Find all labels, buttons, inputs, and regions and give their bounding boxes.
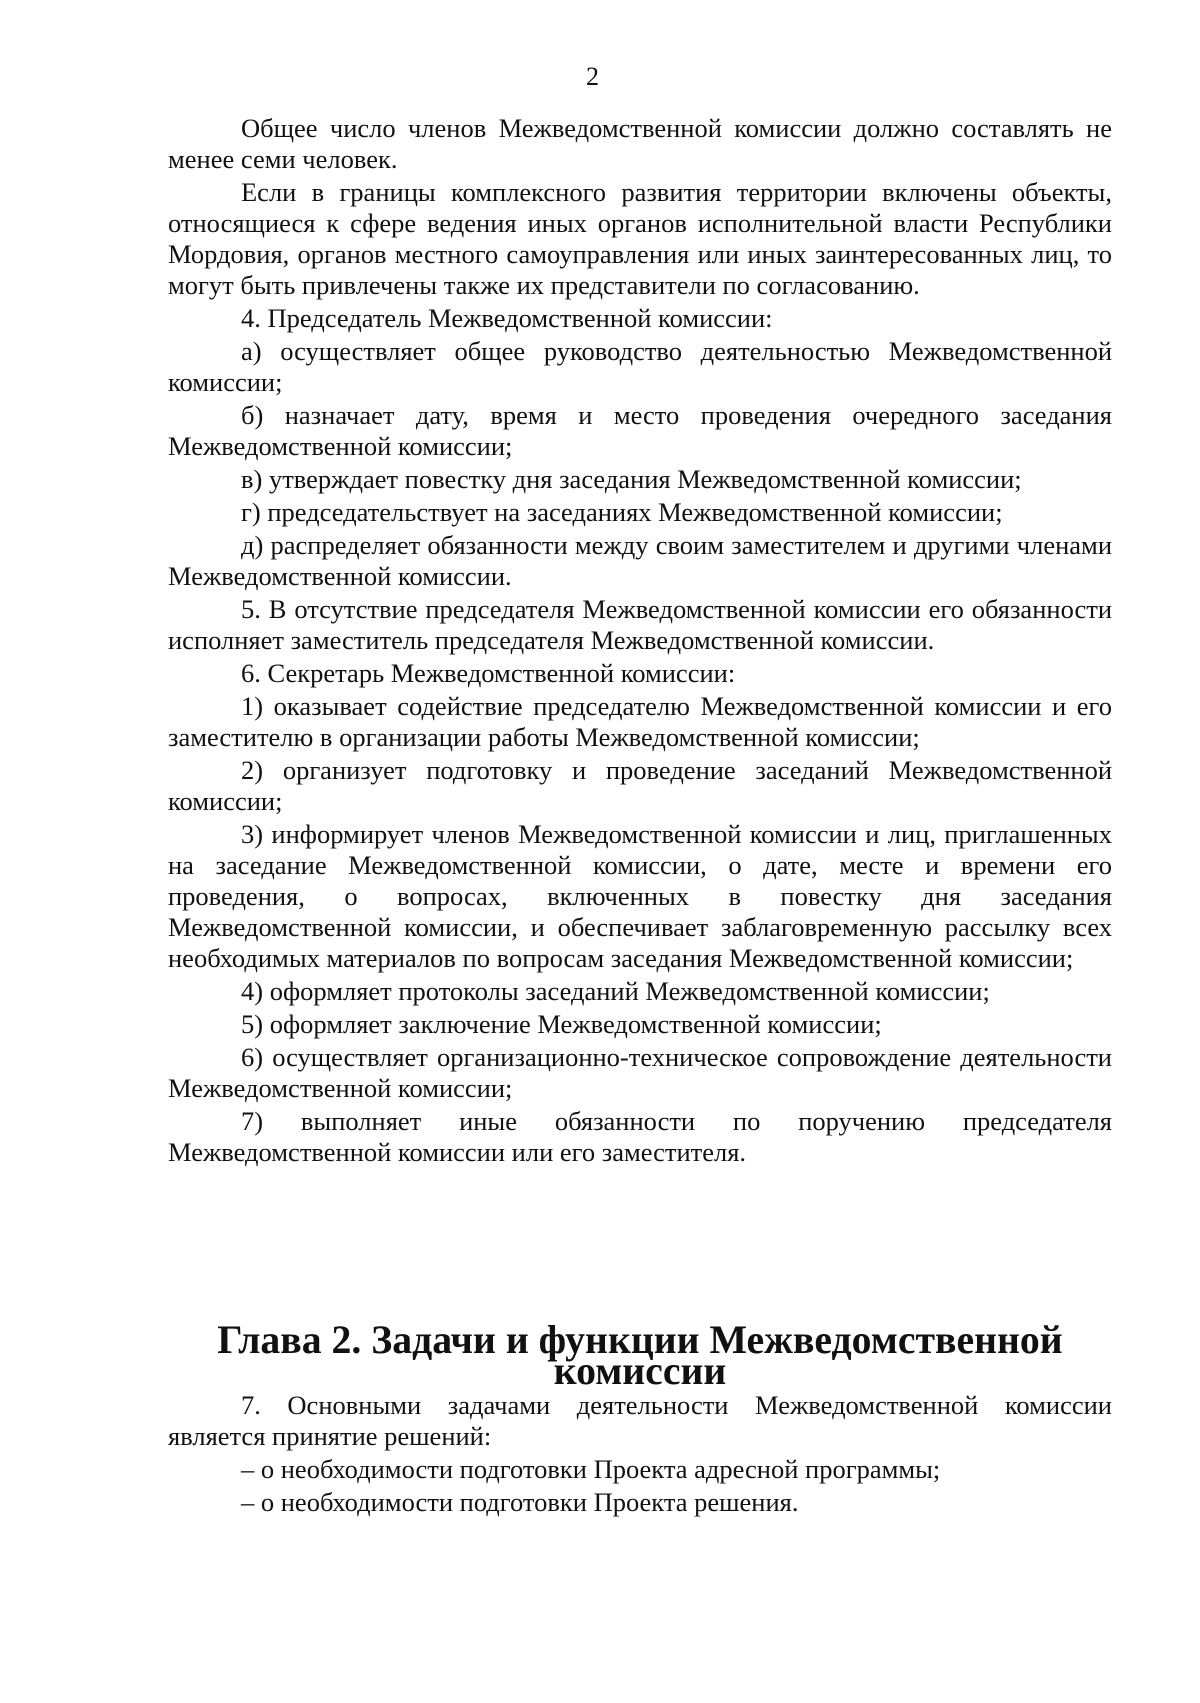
list-item-secretary-6: 6) осуществляет организационно-техническое сопровождение деятельности Межведомственной комиссии;	[168, 1042, 1112, 1103]
list-item-chairman-e: д) распределяет обязанности между своим заместителем и другими членами Межведомственной комиссии.	[168, 530, 1112, 591]
list-item-secretary-7: 7) выполняет иные обязанности по поручению председателя Межведомственной комиссии или его заместителя.	[168, 1106, 1112, 1167]
paragraph-tasks: 7. Основными задачами деятельности Межведомственной комиссии является принятие решений:	[168, 1390, 1112, 1451]
list-item-chairman-a: а) осуществляет общее руководство деятельностью Межведомственной комиссии;	[168, 336, 1112, 397]
paragraph-members-count: Общее число членов Межведомственной комиссии должно составлять не менее семи человек.	[168, 113, 1112, 174]
chapter-title: Глава 2. Задачи и функции Межведомственной комиссии	[217, 1318, 1063, 1393]
list-item-chairman-d: г) председательствует на заседаниях Межведомственной комиссии;	[241, 497, 1003, 527]
list-item-secretary-4: 4) оформляет протоколы заседаний Межведомственной комиссии;	[241, 976, 990, 1006]
list-item-secretary-2: 2) организует подготовку и проведение заседаний Межведомственной комиссии;	[168, 755, 1112, 816]
list-item-task-1: – о необходимости подготовки Проекта адресной программы;	[241, 1454, 941, 1484]
page-number: 2	[586, 62, 599, 91]
list-item-secretary-3: 3) информирует членов Межведомственной комиссии и лиц, приглашенных на заседание Межведомственной комиссии, о дате, месте и времени его проведения, о вопросах, включенных в повестку дня заседания Межведомственной комиссии, и обеспечивает заблаговременную рассылку всех необходимых материалов по вопросам заседания Межведомственной комиссии;	[168, 819, 1112, 973]
list-item-chairman-b: б) назначает дату, время и место проведения очередного заседания Межведомственной комиссии;	[168, 400, 1112, 461]
list-item-secretary-1: 1) оказывает содействие председателю Межведомственной комиссии и его заместителю в организации работы Межведомственной комиссии;	[168, 691, 1112, 752]
document-body-chapter-2	[168, 1390, 1112, 1520]
paragraph-deputy: 5. В отсутствие председателя Межведомственной комиссии его обязанности исполняет заместитель председателя Межведомственной комиссии.	[168, 594, 1112, 655]
list-item-chairman-c: в) утверждает повестку дня заседания Межведомственной комиссии;	[241, 464, 1022, 494]
paragraph-secretary-heading: 6. Секретарь Межведомственной комиссии:	[241, 658, 736, 688]
document-body	[168, 113, 1112, 1170]
paragraph-chairman-heading: 4. Председатель Межведомственной комиссии:	[241, 303, 773, 333]
list-item-secretary-5: 5) оформляет заключение Межведомственной комиссии;	[241, 1009, 882, 1039]
list-item-task-2: – о необходимости подготовки Проекта решения.	[241, 1487, 799, 1517]
paragraph-representatives: Если в границы комплексного развития территории включены объекты, относящиеся к сфере ведения иных органов исполнительной власти Республики Мордовия, органов местного самоуправления или иных заинтересованных лиц, то могут быть привлечены также их представители по согласованию.	[168, 177, 1112, 300]
